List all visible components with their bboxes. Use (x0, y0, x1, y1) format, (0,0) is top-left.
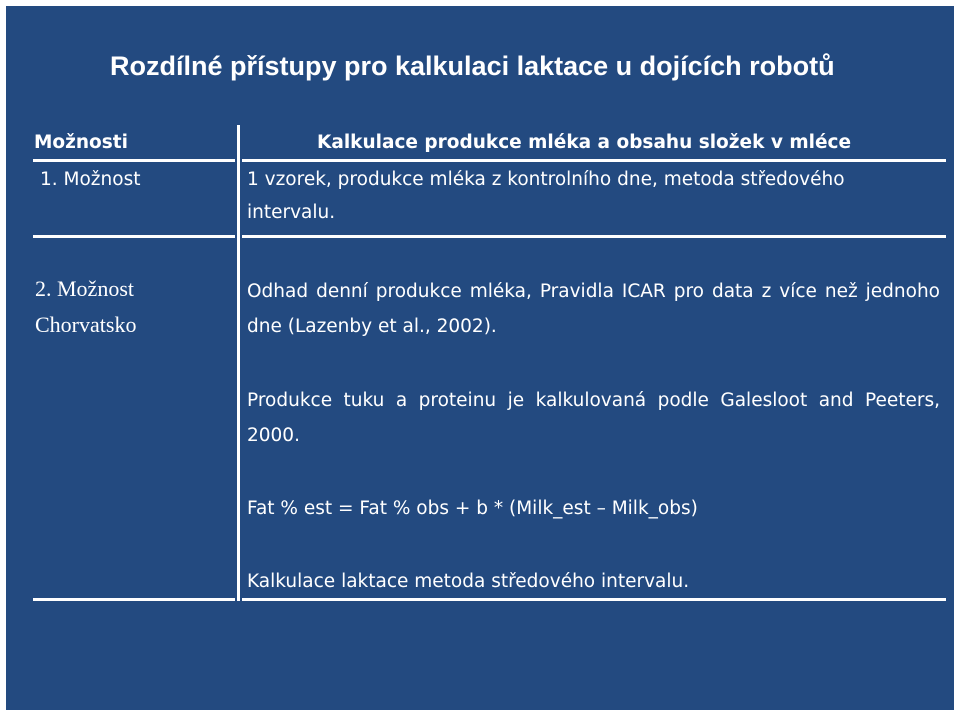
row1-option-label: 1. Možnost (40, 169, 141, 190)
row2-paragraph-fat-protein: Produkce tuku a proteinu je kalkulovaná podle Galesloot and Peeters, 2000. (247, 390, 940, 446)
row2-paragraph-lactation: Kalkulace laktace metoda středového intervalu. (247, 571, 690, 592)
table-row1-bottom-line-left (33, 235, 235, 238)
row2-paragraph-estimate: Odhad denní produkce mléka, Pravidla ICAR pro data z více než jednoho dne (Lazenby et al., 2002). (247, 281, 940, 337)
table-row1-bottom-line-right (242, 235, 946, 238)
row1-description-line1: 1 vzorek, produkce mléka z kontrolního dne, metoda středového (247, 169, 845, 190)
slide-title: Rozdílné přístupy pro kalkulaci laktace u dojících robotů (110, 51, 835, 81)
table-bottom-line-left (33, 598, 235, 601)
row2-country-label: Chorvatsko (35, 312, 137, 337)
table-header-bottom-line-right (242, 159, 946, 162)
row2-option-label: 2. Možnost (35, 276, 134, 301)
header-options: Možnosti (34, 132, 128, 153)
slide (6, 6, 954, 710)
row1-description-line2: intervalu. (247, 202, 336, 223)
table-header-bottom-line-left (33, 159, 235, 162)
row2-paragraph-formula: Fat % est = Fat % obs + b * (Milk_est – Milk_obs) (247, 498, 698, 519)
table-column-divider (237, 125, 240, 601)
header-calculation: Kalkulace produkce mléka a obsahu složek v mléce (317, 132, 852, 153)
